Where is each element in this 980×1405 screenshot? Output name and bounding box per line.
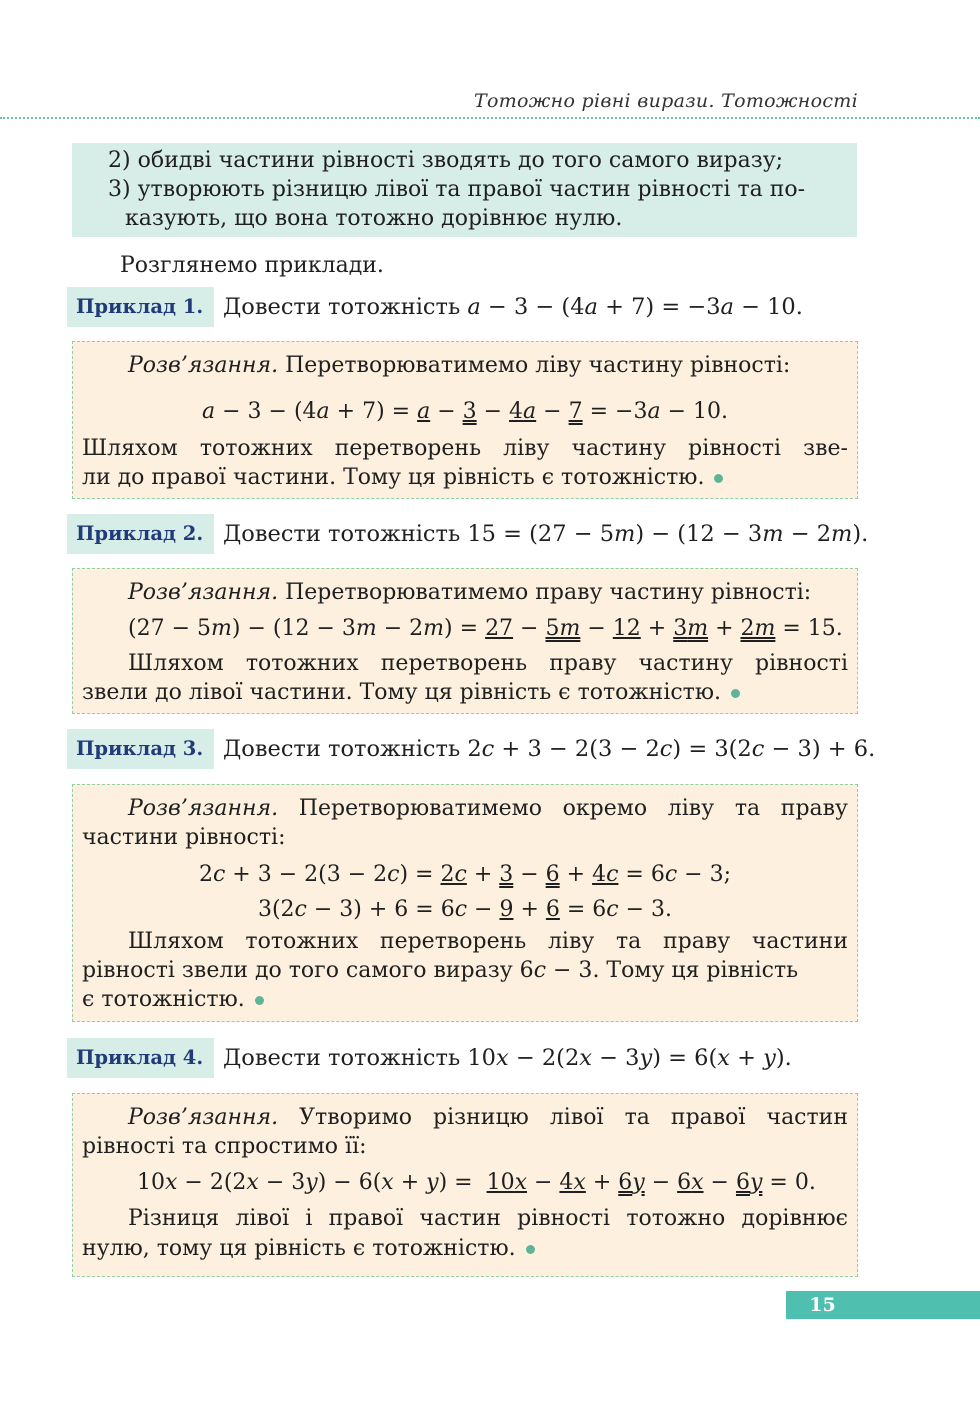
example-4-solution-intro-2: рівності та спростимо її: <box>82 1134 367 1159</box>
example-4-equation: 10x − 2(2x − 3y) − 6(x + y) = 10x − 4x + 6y − 6x − 6y = 0. <box>137 1170 816 1195</box>
example-1-solution-intro: Розв’язання. Перетворюватимемо ліву частину рівності: <box>128 353 791 378</box>
example-1-label: Приклад 1. <box>67 287 214 327</box>
example-1-task: Довести тотожність a − 3 − (4a + 7) = −3a − 10. <box>223 294 803 320</box>
example-3-task: Довести тотожність 2c + 3 − 2(3 − 2c) = 3(2c − 3) + 6. <box>223 736 876 762</box>
example-4-label: Приклад 4. <box>67 1038 214 1078</box>
page-number: 15 <box>809 1294 836 1316</box>
example-4-conclusion-1: Різниця лівої і правої частин рівності тотожно дорівнює <box>128 1206 848 1231</box>
example-4-conclusion-2: нулю, тому ця рівність є тотожністю. <box>82 1234 535 1263</box>
intro-text: Розглянемо приклади. <box>120 253 384 278</box>
example-3-label: Приклад 3. <box>67 729 214 769</box>
rule-line-3a: 3) утворюють різницю лівої та правої частин рівності та по- <box>108 177 806 202</box>
example-3-equation-1: 2c + 3 − 2(3 − 2c) = 2c + 3 − 6 + 4c = 6c − 3; <box>198 862 732 887</box>
header-divider <box>0 117 980 119</box>
example-1-equation: a − 3 − (4a + 7) = a − 3 − 4a − 7 = −3a − 10. <box>201 399 728 424</box>
rule-line-2: 2) обидві частини рівності зводять до того самого виразу; <box>108 148 784 173</box>
example-3-conclusion-2: рівності звели до того самого виразу 6c − 3. Тому ця рівність <box>82 958 799 983</box>
example-1-conclusion-2: ли до правої частини. Тому ця рівність є тотожністю. <box>82 463 723 492</box>
end-bullet-icon <box>526 1245 535 1254</box>
example-3-conclusion-1: Шляхом тотожних перетворень ліву та праву частини <box>128 929 848 954</box>
example-2-label: Приклад 2. <box>67 514 214 554</box>
example-4-task: Довести тотожність 10x − 2(2x − 3y) = 6(x + y). <box>223 1045 792 1071</box>
example-2-solution-intro: Розв’язання. Перетворюватимемо праву частину рівності: <box>128 580 812 605</box>
example-2-conclusion-1: Шляхом тотожних перетворень праву частину рівності <box>128 651 848 676</box>
example-3-solution-intro-1: Розв’язання. Перетворюватимемо окремо ліву та праву <box>128 796 849 821</box>
end-bullet-icon <box>714 474 723 483</box>
rule-line-3b: казують, що вона тотожно дорівнює нулю. <box>125 206 623 231</box>
end-bullet-icon <box>255 996 264 1005</box>
running-header: Тотожно рівні вирази. Тотожності <box>473 90 858 112</box>
example-3-conclusion-3: є тотожністю. <box>82 985 264 1014</box>
example-1-conclusion-1: Шляхом тотожних перетворень ліву частину рівності зве- <box>82 436 848 461</box>
example-3-equation-2: 3(2c − 3) + 6 = 6c − 9 + 6 = 6c − 3. <box>257 897 673 922</box>
example-2-conclusion-2: звели до лівої частини. Тому ця рівність є тотожністю. <box>82 678 740 707</box>
example-2-task: Довести тотожність 15 = (27 − 5m) − (12 − 3m − 2m). <box>223 521 869 547</box>
example-4-solution-intro-1: Розв’язання. Утворимо різницю лівої та правої частин <box>128 1105 848 1130</box>
example-2-equation: (27 − 5m) − (12 − 3m − 2m) = 27 − 5m − 12 + 3m + 2m = 15. <box>128 616 843 641</box>
example-3-solution-intro-2: частини рівності: <box>82 825 286 850</box>
end-bullet-icon <box>731 689 740 698</box>
